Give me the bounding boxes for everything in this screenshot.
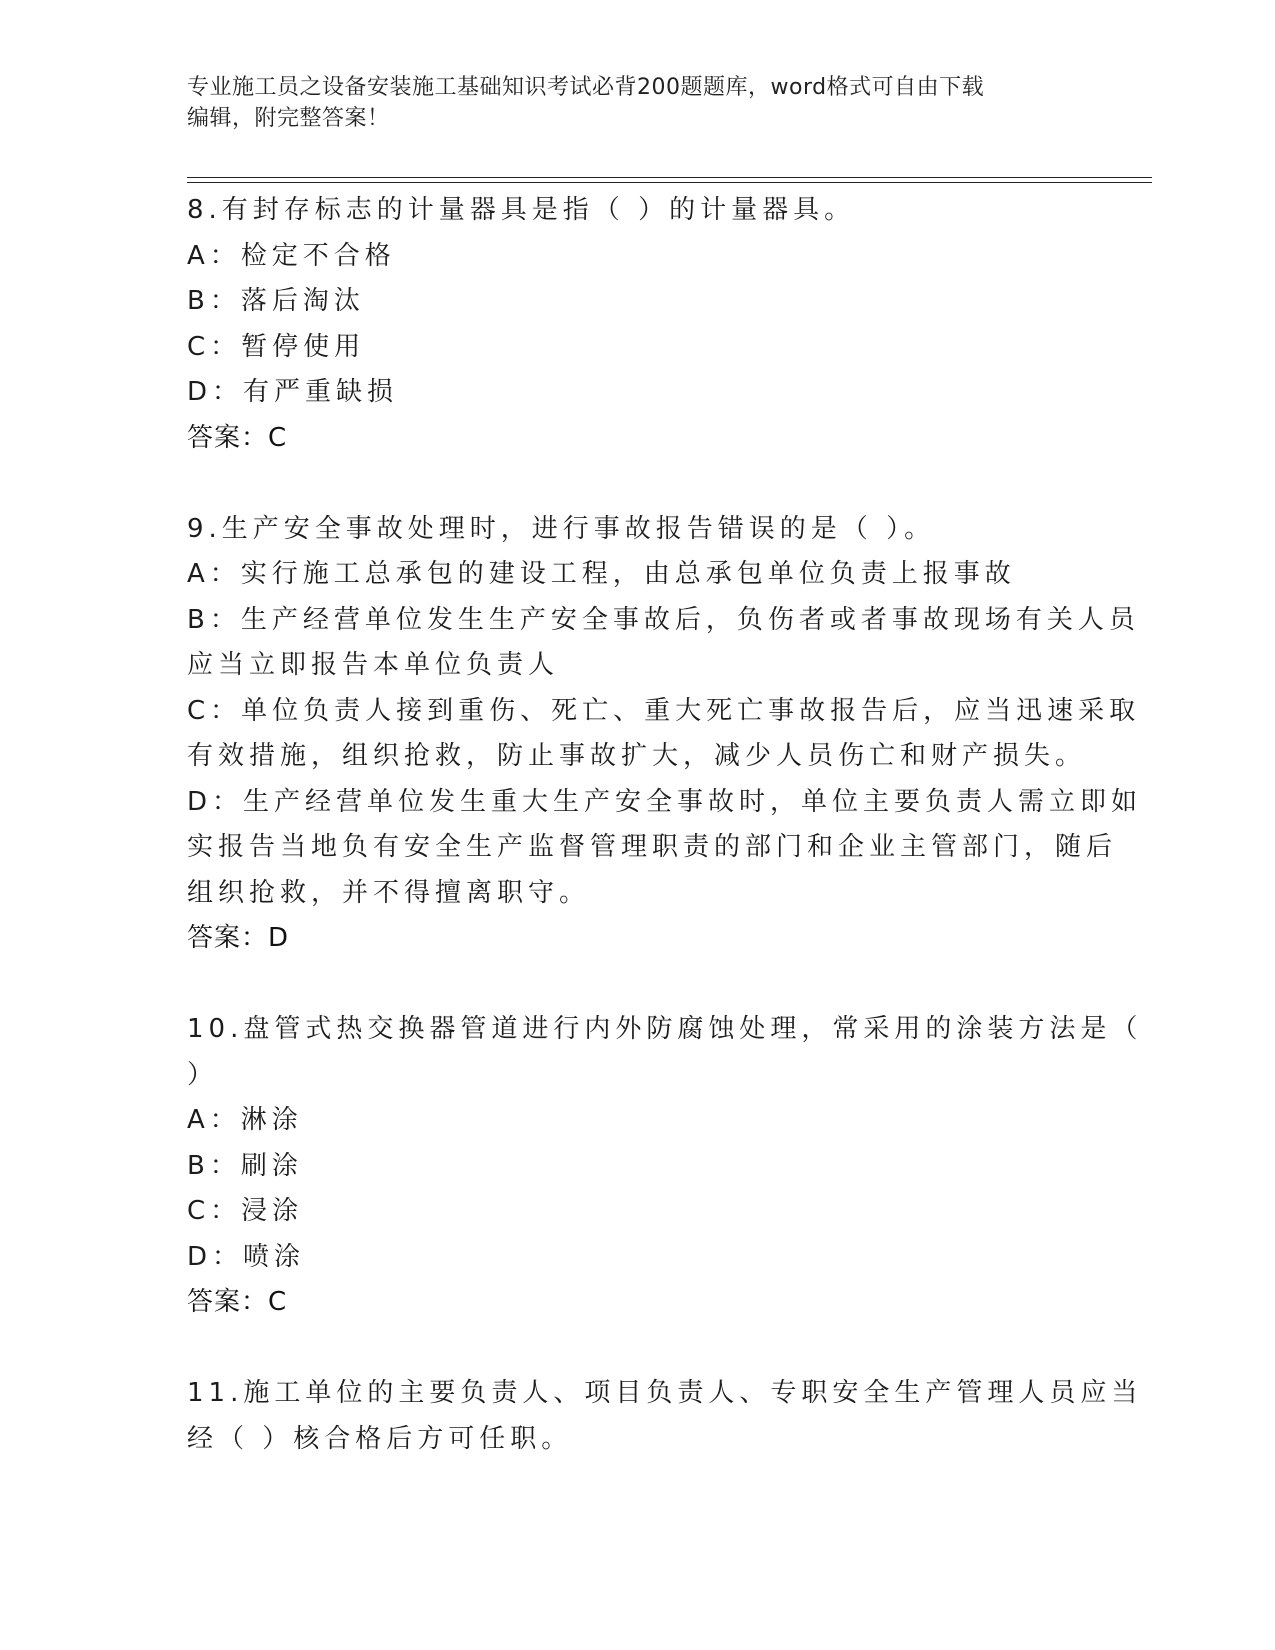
option-text: A：检定不合格 <box>187 240 396 271</box>
question-block <box>187 188 1087 461</box>
option-text: B：落后淘汰 <box>187 286 365 316</box>
option-text: D：生产经营单位发生重大生产安全事故时，单位主要负责人需立即如 <box>187 786 1143 817</box>
option-text: 实报告当地负有安全生产监督管理职责的部门和企业主管部门，随后 <box>187 832 1118 862</box>
option-text: A：实行施工总承包的建设工程，由总承包单位负责上报事故 <box>187 559 1016 589</box>
question-text: 11.施工单位的主要负责人、项目负责人、专职安全生产管理人员应当 <box>187 1378 1143 1408</box>
option-text: C：单位负责人接到重伤、死亡、重大死亡事故报告后，应当迅速采取 <box>187 695 1141 726</box>
header-line-1: 专业施工员之设备安装施工基础知识考试必背200题题库，word格式可自由下载 <box>187 75 985 100</box>
question-text: 经（ ）核合格后方可任职。 <box>187 1423 573 1454</box>
option-text: D：喷涂 <box>187 1241 306 1272</box>
question-spacer <box>187 461 1087 507</box>
option-text: B：生产经营单位发生生产安全事故后，负伤者或者事故现场有关人员 <box>187 604 1140 635</box>
question-block <box>187 1007 1143 1326</box>
option-text: 有效措施，组织抢救，防止事故扩大，减少人员伤亡和财产损失。 <box>187 741 1087 771</box>
header-divider-top <box>187 177 1152 178</box>
question-spacer <box>187 962 1087 1008</box>
question-list <box>187 188 1143 1462</box>
document-header <box>187 72 1067 134</box>
question-spacer <box>187 1326 1087 1372</box>
answer-text: 答案：C <box>187 422 288 453</box>
option-text: B：刷涂 <box>187 1150 303 1181</box>
answer-text: 答案：D <box>187 923 290 953</box>
option-text: A：淋涂 <box>187 1105 303 1135</box>
option-text: 应当立即报告本单位负责人 <box>187 650 560 680</box>
question-block <box>187 507 1143 962</box>
question-text: 8.有封存标志的计量器具是指（ ）的计量器具。 <box>187 195 856 225</box>
header-line-2: 编辑，附完整答案！ <box>187 106 390 131</box>
header-divider-bottom <box>187 182 1152 183</box>
answer-text: 答案：C <box>187 1287 288 1317</box>
option-text: C：浸涂 <box>187 1196 304 1226</box>
question-block <box>187 1371 1143 1462</box>
question-text: 10.盘管式热交换器管道进行内外防腐蚀处理，常采用的涂装方法是（ <box>187 1014 1143 1044</box>
option-text: D：有严重缺损 <box>187 377 399 407</box>
option-text: C：暂停使用 <box>187 331 366 362</box>
question-text: ） <box>187 1059 219 1090</box>
option-text: 组织抢救，并不得擅离职守。 <box>187 877 591 908</box>
question-text: 9.生产安全事故处理时，进行事故报告错误的是（ ）。 <box>187 513 936 544</box>
